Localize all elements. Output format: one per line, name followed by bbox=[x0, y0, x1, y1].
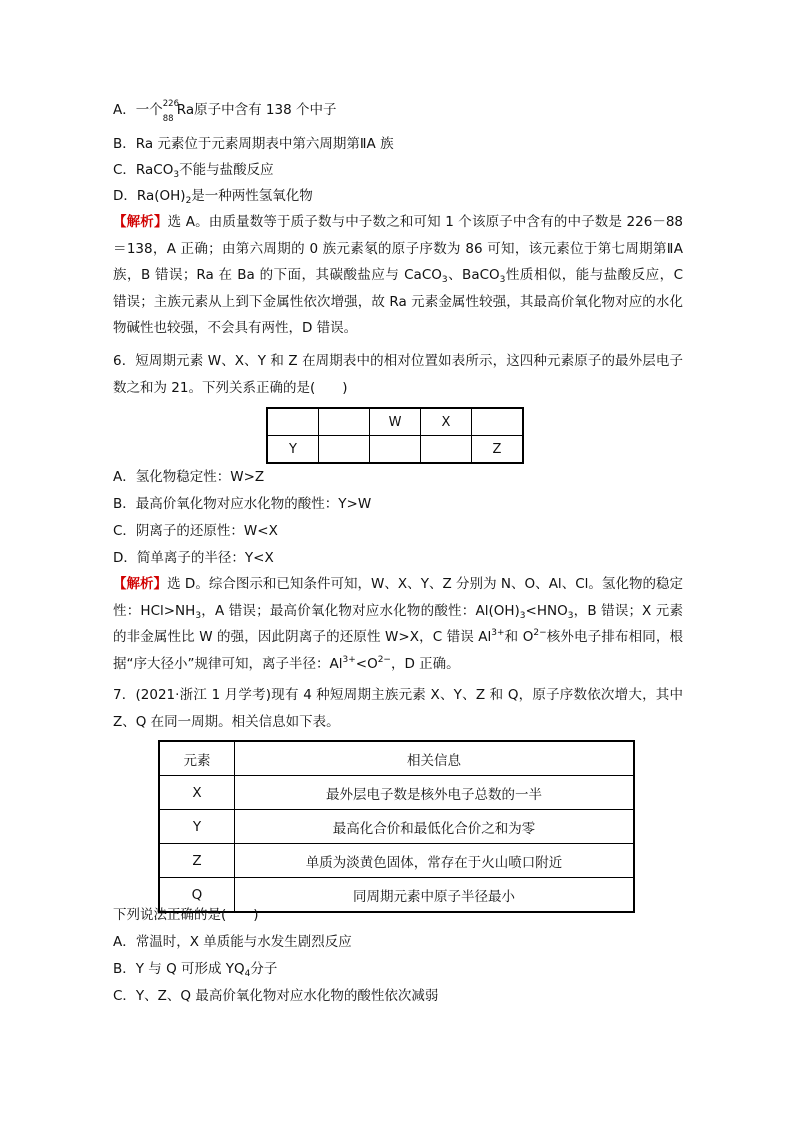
table-header-cell: 元素 bbox=[159, 741, 235, 776]
q6-option-c: C．阴离子的还原性：W<X bbox=[113, 523, 278, 539]
subscript: 3 bbox=[441, 275, 448, 285]
table-cell: 同周期元素中原子半径最小 bbox=[235, 878, 635, 913]
q6-periodic-table bbox=[266, 407, 524, 464]
table-cell: Z bbox=[159, 844, 235, 878]
q6-analysis-text: ，B 错误；X 元素的非金属性比 W 的强，因此阴离子的还原性 W>X，C 错误 Al bbox=[113, 602, 683, 645]
q5-option-a bbox=[113, 99, 337, 124]
subscript: 2 bbox=[185, 196, 192, 206]
q5-analysis-text: 选 A。由质量数等于质子数与中子数之和可知 1 个该原子中含有的中子数是 226－88＝138，A 正确；由第六周期的 0 族元素氡的原子序数为 86 可知，该元素位于第七周期第ⅡA 族，B 错误；Ra 在 Ba 的下面，其碳酸盐应与 CaCO bbox=[113, 214, 683, 283]
q6-stem: 6．短周期元素 W、X、Y 和 Z 在周期表中的相对位置如表所示，这四种元素原子的最外层电子数之和为 21。下列关系正确的是( ) bbox=[113, 353, 683, 396]
table-header-cell: 相关信息 bbox=[235, 741, 635, 776]
q6-option-d: D．简单离子的半径：Y<X bbox=[113, 550, 274, 566]
table-cell bbox=[370, 436, 421, 464]
q7-option-a: A．常温时，X 单质能与水发生剧烈反应 bbox=[113, 934, 352, 950]
superscript: 2− bbox=[377, 654, 391, 665]
q6-analysis-text: 选 D。综合图示和已知条件可知，W、X、Y、Z 分别为 N、O、Al、Cl。氢化物的稳定性：HCl>NH bbox=[113, 576, 684, 619]
subscript: 4 bbox=[244, 969, 251, 979]
q5-option-a-text: A．一个 bbox=[113, 102, 163, 118]
table-cell: X bbox=[421, 408, 472, 436]
nuclide-symbol: Ra bbox=[176, 102, 195, 118]
q5-option-b: B．Ra 元素位于元素周期表中第六周期第ⅡA 族 bbox=[113, 136, 394, 152]
superscript: 3+ bbox=[342, 654, 356, 665]
q5-option-a-text-end: 原子中含有 138 个中子 bbox=[194, 102, 337, 118]
q6-analysis-text: <HNO bbox=[525, 602, 568, 619]
superscript: 3+ bbox=[491, 628, 505, 638]
nuclide-mass-number: 226 bbox=[162, 99, 179, 109]
analysis-tag: 【解析】 bbox=[113, 214, 168, 230]
table-cell bbox=[421, 436, 472, 464]
subscript: 3 bbox=[173, 170, 180, 180]
subscript: 3 bbox=[567, 610, 574, 621]
subscript: 3 bbox=[499, 275, 506, 285]
q6-analysis-text: <O bbox=[355, 655, 378, 672]
subscript: 3 bbox=[195, 610, 202, 621]
table-cell: X bbox=[159, 776, 235, 810]
q7-option-b bbox=[113, 959, 277, 979]
table-row bbox=[159, 810, 634, 844]
table-cell: 单质为淡黄色固体，常存在于火山喷口附近 bbox=[235, 844, 635, 878]
nuclide-notation bbox=[162, 99, 179, 124]
table-cell bbox=[319, 408, 370, 436]
table-cell: 最外层电子数是核外电子总数的一半 bbox=[235, 776, 635, 810]
q7-option-c: C．Y、Z、Q 最高价氧化物对应水化物的酸性依次减弱 bbox=[113, 988, 439, 1004]
q6-option-b: B．最高价氧化物对应水化物的酸性：Y>W bbox=[113, 496, 372, 512]
analysis-tag: 【解析】 bbox=[113, 576, 168, 592]
q5-analysis bbox=[113, 209, 683, 342]
superscript: 2− bbox=[533, 628, 547, 638]
table-row bbox=[267, 436, 523, 464]
q6-option-a: A．氢化物稳定性：W>Z bbox=[113, 469, 265, 485]
table-header-row bbox=[159, 741, 634, 776]
q5-option-c bbox=[113, 160, 274, 180]
table-cell bbox=[319, 436, 370, 464]
q5-option-d-text: D．Ra(OH) bbox=[113, 188, 186, 204]
q6-analysis-text: ，D 正确。 bbox=[390, 655, 460, 672]
table-cell: Q bbox=[159, 878, 235, 913]
q5-option-d bbox=[113, 186, 313, 206]
q6-analysis-text: ，A 错误；最高价氧化物对应水化物的酸性：Al(OH) bbox=[201, 602, 520, 619]
table-cell: Y bbox=[159, 810, 235, 844]
nuclide-atomic-number: 88 bbox=[162, 114, 174, 124]
table-cell: Y bbox=[267, 436, 319, 464]
q7-option-b-text-end: 分子 bbox=[250, 961, 278, 977]
table-cell bbox=[472, 408, 524, 436]
q5-analysis-text: 、BaCO bbox=[447, 267, 500, 283]
q5-analysis-text: 性质相似，能与盐酸反应，C 错误；主族元素从上到下金属性依次增强，故 Ra 元素金属性较强，其最高价氧化物对应的水化物碱性也较强，不会具有两性，D 错误。 bbox=[113, 267, 683, 336]
table-cell: W bbox=[370, 408, 421, 436]
q6-analysis-text: 和 O bbox=[504, 629, 534, 645]
q7-info-table bbox=[158, 740, 635, 913]
q6-analysis bbox=[113, 571, 683, 677]
q7-question: 下列说法正确的是( ) bbox=[113, 907, 259, 923]
q6-analysis-text: 核外电子排布相同，根据“序大径小”规律可知，离子半径：Al bbox=[113, 629, 684, 672]
subscript: 3 bbox=[519, 610, 526, 621]
q7-stem: 7．(2021·浙江 1 月学考)现有 4 种短周期主族元素 X、Y、Z 和 Q，原子序数依次增大，其中 Z、Q 在同一周期。相关信息如下表。 bbox=[113, 687, 683, 730]
table-row bbox=[267, 408, 523, 436]
table-cell: Z bbox=[472, 436, 524, 464]
q5-option-d-text-end: 是一种两性氢氧化物 bbox=[191, 188, 313, 204]
table-row bbox=[159, 844, 634, 878]
q5-option-c-text-end: 不能与盐酸反应 bbox=[179, 162, 274, 178]
table-cell: 最高化合价和最低化合价之和为零 bbox=[235, 810, 635, 844]
q7-option-b-text: B．Y 与 Q 可形成 YQ bbox=[113, 961, 245, 977]
table-row bbox=[159, 776, 634, 810]
q5-option-c-text: C．RaCO bbox=[113, 162, 174, 178]
table-cell bbox=[267, 408, 319, 436]
